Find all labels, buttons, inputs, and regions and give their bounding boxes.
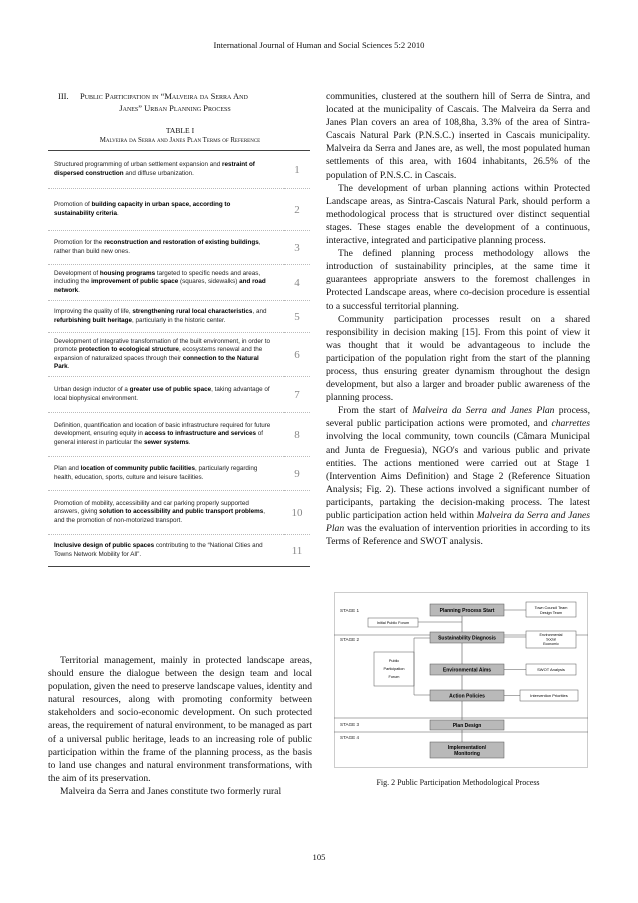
- plan-name-italic: Malveira da Serra and Janes Plan: [326, 510, 590, 535]
- term-emphasis: greater use of public space: [129, 386, 212, 394]
- term-text: Structured programming of urban settlement expansion and: [54, 161, 223, 169]
- term-emphasis: building capacity in urban space, according to sustainability criteria: [54, 201, 231, 217]
- table-row: [48, 491, 310, 535]
- term-description: [48, 301, 284, 333]
- table-row: [48, 457, 310, 491]
- running-header: International Journal of Human and Social Sciences 5:2 2010: [213, 40, 425, 50]
- term-text: Definition, quantification and location of basic infrastructure required for future development, ensuring equity in: [54, 422, 271, 438]
- term-emphasis: reconstruction and restoration of existing buildings: [104, 239, 259, 247]
- term-text: .: [188, 438, 191, 446]
- term-description: [48, 189, 284, 231]
- paragraph-development: The development of urban planning actions within Protected Landscape areas, as Sintra-Cascais Natural Park, should perform a methodological process that is structured over distinct sequential stages. These stages enable the development of a continuous, interactive, integrated and participative planning process.: [326, 182, 590, 247]
- intervention-priorities-label: Intervention Priorities: [530, 693, 568, 698]
- forum-participation-label: Participation: [383, 667, 405, 671]
- process-flow-diagram: [334, 592, 588, 768]
- term-emphasis: refurbishing built heritage: [54, 316, 133, 324]
- paragraph-community-participation: Community participation processes result on a shared responsibility in decision making [15]. From this point of view it was thought that it would be advantageous to include the participation of the population right from the start of the planning process, thus ensuring greater dynamism throughout the design development, but also a larger and broader public awareness of the planning process.: [326, 313, 590, 404]
- term-emphasis: location of community public facilities: [80, 465, 196, 473]
- forum-public-label: Public: [388, 659, 400, 663]
- term-description: [48, 151, 284, 189]
- term-number: 10: [284, 491, 310, 535]
- term-number: 2: [284, 189, 310, 231]
- term-emphasis: strengthening rural local characteristics: [132, 308, 253, 316]
- term-description: [48, 491, 284, 535]
- paragraph-communities: communities, clustered at the southern hill of Serra de Sintra, and located at the municipality of Cascais. The Malveira da Serra and Janes Plan covers an area of 108,8ha, 3.3% of the area of Sintra-Cascais Natural Park (P.N.S.C.) inserted in Cascais municipality. Malveira da Serra and Janes are, as well, the most populated human settlements of this area, with 1604 inhabitants, 26.5% of the population of P.N.S.C. in Cascais.: [326, 91, 590, 181]
- term-emphasis: sewer systems: [143, 438, 189, 446]
- term-emphasis: solution to accessibility and public transport problems: [99, 508, 264, 516]
- term-number: 5: [284, 301, 310, 333]
- charrettes-italic: charrettes: [551, 418, 590, 430]
- paragraph-territorial-management: Territorial management, mainly in protected landscape areas, should ensure the dialogue between the design team and local population, given the need to preserve landscape values, identity and natural resources, along with promoting conformity between stakeholders and socio-economic development. On such protected areas, the requirement of natural environment, to be managed as part of a universal public heritage, leads to an increasing role of public participation within the frame of the planning process, as the basis to land use changes and natural environment transformations, with the aim of its preservation.: [48, 655, 313, 784]
- term-description: [48, 333, 284, 377]
- term-text: , particularly regarding health, education, sports, culture and leisure facilities.: [54, 465, 258, 481]
- term-text: of general interest in particular the: [54, 430, 263, 446]
- environmental-aims-label: Environmental Aims: [442, 667, 492, 674]
- term-text: , particularly in the historic center.: [132, 316, 226, 324]
- term-emphasis: connection to the Natural Park: [54, 354, 259, 370]
- term-text: , taking advantage of local biophysical environment.: [54, 386, 270, 402]
- text-run: process, several public participation actions were promoted, and: [326, 405, 590, 430]
- term-emphasis: protection to ecological structure: [78, 346, 179, 354]
- term-emphasis: improvement of public space: [91, 278, 179, 286]
- term-text: targeted to specific needs and areas, including the: [54, 270, 261, 286]
- implementation-label: Implementation/: [447, 745, 487, 751]
- term-text: , and the promotion of non-motorized transport.: [54, 508, 266, 524]
- stage3-label: STAGE 3: [340, 722, 360, 727]
- figure-caption: Fig. 2 Public Participation Methodological Process: [376, 778, 540, 787]
- planning-process-start-label: Planning Process Start: [439, 608, 495, 614]
- term-description: [48, 265, 284, 301]
- right-column: [326, 90, 590, 548]
- term-emphasis: and road network: [54, 278, 266, 294]
- environmental-label: Environmental: [539, 633, 563, 637]
- text-run: From the start of: [338, 405, 413, 417]
- term-description: [48, 457, 284, 491]
- term-text: Development of: [54, 270, 100, 278]
- term-text: Urban design inductor of a: [54, 386, 130, 394]
- stage4-label: STAGE 4: [340, 735, 360, 740]
- design-team-label: Design Team: [539, 611, 563, 615]
- action-policies-label: Action Policies: [449, 693, 485, 700]
- plan-design-label: Plan Design: [452, 723, 482, 729]
- table-row: [48, 151, 310, 189]
- term-description: [48, 377, 284, 413]
- term-text: .: [117, 209, 119, 217]
- term-text: , rather than build new ones.: [54, 239, 261, 255]
- paragraph-participation-actions: [326, 404, 590, 548]
- term-text: Promotion of mobility, accessibility and car parking properly supported answers, giving: [54, 500, 249, 516]
- term-emphasis: Inclusive design of public spaces: [54, 542, 155, 550]
- sustainability-diagnosis-label: Sustainability Diagnosis: [438, 635, 496, 642]
- plan-name-italic: Malveira da Serra and Janes Plan: [412, 405, 555, 417]
- term-text: .: [67, 362, 70, 370]
- term-text: (squares, sidewalks): [178, 278, 240, 286]
- term-emphasis: housing programs: [99, 270, 156, 278]
- term-text: Promotion for the: [54, 239, 105, 247]
- forum-label: Forum: [388, 675, 400, 679]
- term-text: Promotion of: [54, 201, 92, 209]
- table-row: [48, 189, 310, 231]
- term-text: Improving the quality of life,: [54, 308, 133, 316]
- table-row: [48, 333, 310, 377]
- term-number: 6: [284, 333, 310, 377]
- initial-public-forum-label: Initial Public Forum: [376, 621, 410, 625]
- term-text: Plan and: [54, 465, 81, 473]
- text-run: involving the local community, town councils (Câmara Municipal and Junta de Freguesia), NGO's and various public and private entities. The actions mentioned were carried out at Stage 1 (Intervention Aims Definition) and Stage 2 (Reference Situation Analysis; Fig. 2). These actions involved a significant number of participants, partaking the decision-making process. The latest public participation action held within: [326, 431, 590, 521]
- stage1-label: STAGE 1: [340, 608, 360, 613]
- paragraph-malveira-intro: Malveira da Serra and Janes constitute two formerly rural: [60, 785, 282, 797]
- table-row: [48, 377, 310, 413]
- council-team-label: Town Council Team: [534, 606, 568, 610]
- table-row: [48, 301, 310, 333]
- paragraph-methodology: The defined planning process methodology allows the introduction of sustainability principles, at the same time it guarantees appropriate answers to the foremost challenges in Protected Landscape areas, where co-decision procedure is essential to a successful territorial planning.: [326, 248, 590, 312]
- term-emphasis: access to infrastructure and services: [144, 430, 256, 438]
- term-number: 3: [284, 231, 310, 265]
- section-heading: [48, 90, 312, 114]
- term-emphasis: restraint of dispersed construction: [54, 161, 255, 177]
- section-number: III.: [58, 91, 69, 101]
- social-label: Social: [546, 637, 556, 642]
- term-text: , ecosystems renewal and the expansion of naturalized spaces through their: [54, 346, 263, 362]
- section-title-line2: Janes” Urban Planning Process: [119, 103, 231, 113]
- term-description: [48, 231, 284, 265]
- term-text: contributing to the “National Cities and Towns Network Mobility for All”.: [54, 542, 263, 558]
- table-row: [48, 265, 310, 301]
- table-caption: Malveira da Serra and Janes Plan Terms of Reference: [99, 137, 261, 144]
- term-text: and diffuse urbanization.: [123, 169, 194, 177]
- term-number: 11: [284, 535, 310, 567]
- term-number: 9: [284, 457, 310, 491]
- term-number: 1: [284, 151, 310, 189]
- table-row: [48, 535, 310, 567]
- term-description: [48, 413, 284, 457]
- table-label: TABLE I: [165, 126, 195, 135]
- term-description: [48, 535, 284, 567]
- term-number: 4: [284, 265, 310, 301]
- term-text: .: [78, 286, 80, 294]
- term-number: 7: [284, 377, 310, 413]
- stage2-label: STAGE 2: [340, 637, 360, 642]
- left-body-text: [48, 654, 312, 798]
- section-title-line1: Public Participation in “Malveira da Serra And: [80, 91, 248, 101]
- economic-label: Economic: [543, 642, 559, 646]
- table-row: [48, 231, 310, 265]
- term-text: , and: [252, 308, 267, 316]
- left-column: [48, 90, 312, 567]
- text-run: was the evaluation of intervention priorities in according to its Terms of Reference and SWOT analysis.: [326, 523, 590, 548]
- swot-analysis-label: SWOT Analysis: [537, 667, 565, 672]
- term-text: Development of integrative transformation of the built environment, in order to promote: [54, 337, 270, 354]
- monitoring-label: Monitoring: [454, 751, 480, 757]
- table-row: [48, 413, 310, 457]
- term-number: 8: [284, 413, 310, 457]
- page-number: 105: [312, 852, 326, 862]
- terms-of-reference-table: [48, 150, 310, 567]
